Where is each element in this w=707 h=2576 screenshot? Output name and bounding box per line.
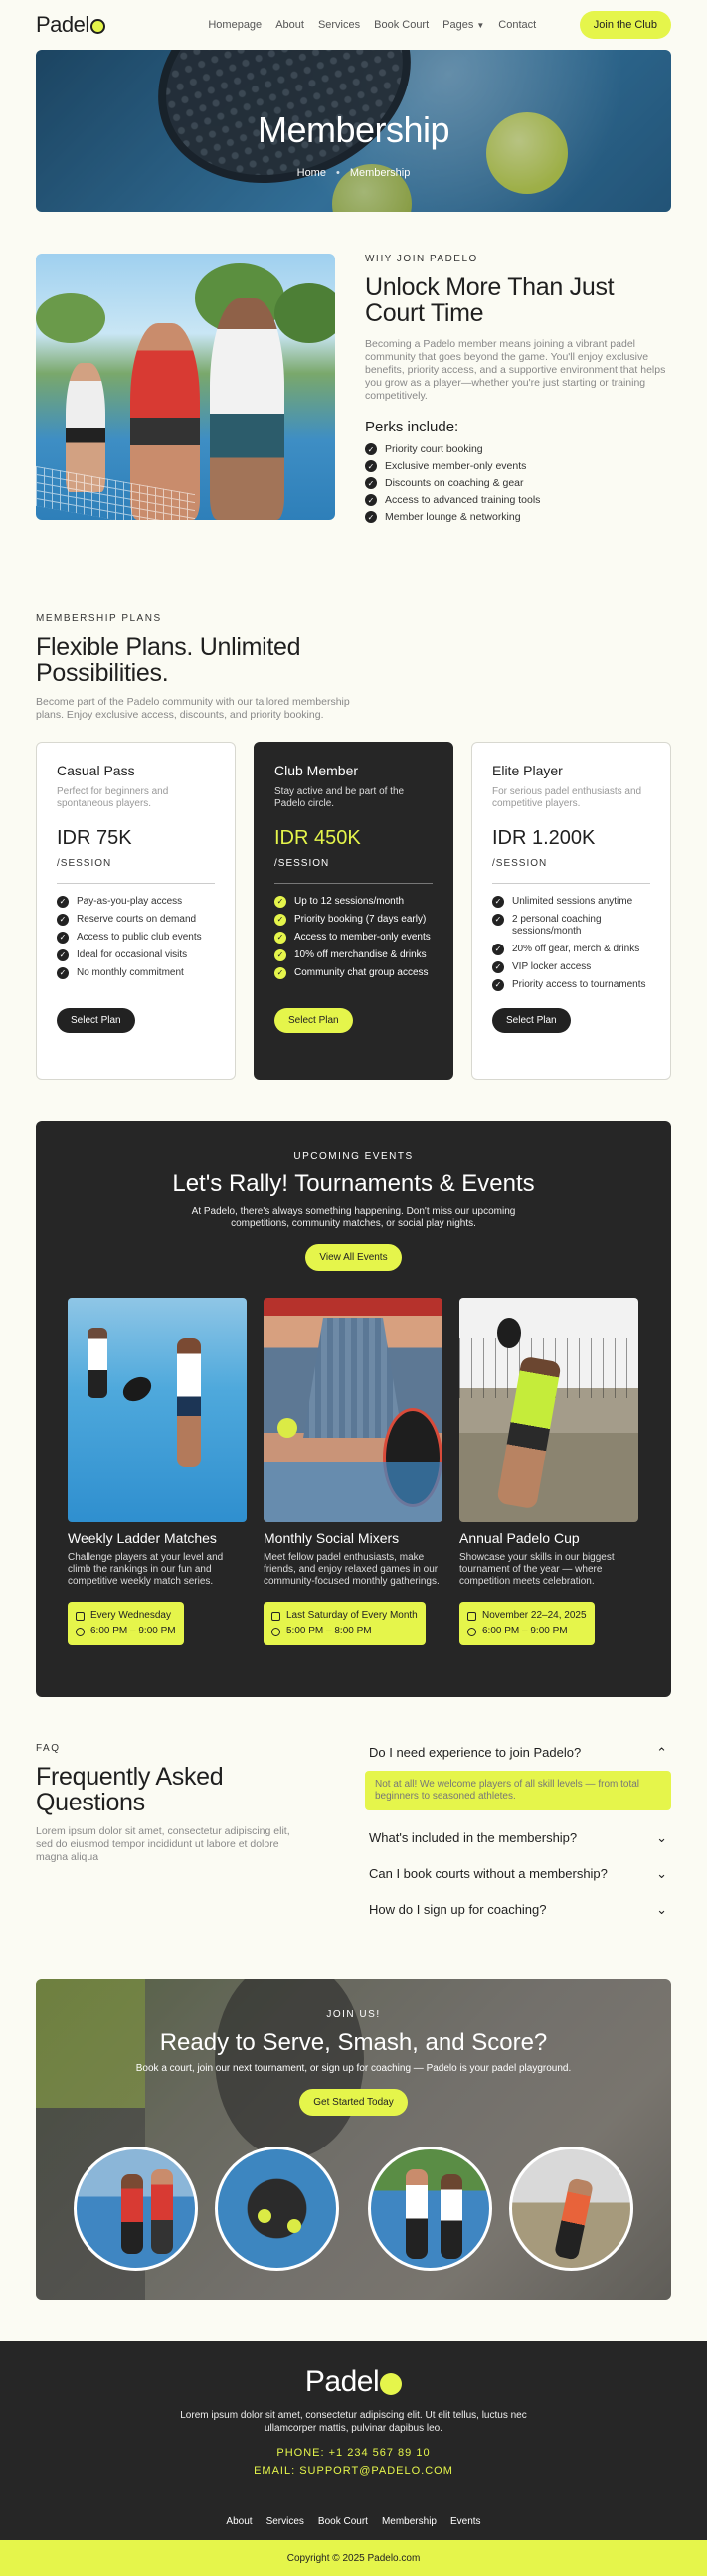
logo[interactable] bbox=[36, 12, 105, 38]
plan-feature bbox=[274, 914, 433, 926]
plan-price: IDR 450K bbox=[274, 827, 361, 849]
plan-feature bbox=[57, 967, 215, 979]
perk-item bbox=[365, 477, 671, 489]
logo-ball-icon bbox=[380, 2373, 402, 2395]
plan-feature bbox=[274, 932, 433, 944]
plan-description: Stay active and be part of the Padelo circle. bbox=[274, 786, 405, 809]
plan-feature bbox=[57, 932, 215, 944]
faq-list bbox=[365, 1739, 671, 1924]
feature-label: Priority booking (7 days early) bbox=[294, 914, 427, 925]
feature-label: Community chat group access bbox=[294, 967, 429, 978]
plan-feature bbox=[57, 896, 215, 908]
perk-label: Discounts on coaching & gear bbox=[385, 477, 524, 489]
faq-eyebrow: FAQ bbox=[36, 1743, 61, 1754]
perk-label: Access to advanced training tools bbox=[385, 494, 541, 506]
check-icon: ✓ bbox=[57, 967, 69, 979]
nav-pages[interactable] bbox=[442, 19, 484, 31]
check-icon: ✓ bbox=[274, 949, 286, 961]
check-icon: ✓ bbox=[274, 967, 286, 979]
perks-title: Perks include: bbox=[365, 419, 459, 435]
event-title: Annual Padelo Cup bbox=[459, 1530, 580, 1546]
plan-description: Perfect for beginners and spontaneous players. bbox=[57, 786, 169, 809]
select-plan-button[interactable]: Select Plan bbox=[274, 1008, 353, 1033]
chevron-down-icon: ▼ bbox=[476, 21, 485, 30]
event-time: 6:00 PM – 9:00 PM bbox=[90, 1626, 176, 1636]
copyright-text: Copyright © 2025 Padelo.com bbox=[286, 2552, 421, 2564]
check-icon: ✓ bbox=[492, 914, 504, 926]
player-figure bbox=[177, 1338, 201, 1467]
logo-ball-icon bbox=[90, 19, 105, 34]
plan-feature bbox=[274, 949, 433, 961]
events-eyebrow: UPCOMING EVENTS bbox=[293, 1151, 414, 1162]
chevron-down-icon: ⌄ bbox=[656, 1902, 667, 1917]
event-description: Challenge players at your level and climb the rankings in our fun and competitive weekly match series. bbox=[68, 1552, 224, 1587]
feature-label: Priority access to tournaments bbox=[512, 979, 646, 990]
breadcrumb-separator-icon: • bbox=[335, 167, 340, 179]
event-date: Every Wednesday bbox=[90, 1610, 171, 1621]
page-title: Membership bbox=[257, 109, 450, 150]
check-icon: ✓ bbox=[365, 494, 377, 506]
get-started-button[interactable]: Get Started Today bbox=[299, 2089, 407, 2116]
footer-link-about[interactable]: About bbox=[226, 2516, 253, 2527]
clock-icon bbox=[271, 1628, 280, 1636]
plan-card-elite bbox=[471, 742, 671, 1080]
check-icon: ✓ bbox=[57, 932, 69, 944]
check-icon: ✓ bbox=[274, 914, 286, 926]
main-menu bbox=[208, 19, 536, 31]
faq-intro bbox=[36, 1743, 335, 1924]
faq-question[interactable] bbox=[365, 1824, 671, 1852]
plan-description: For serious padel enthusiasts and competitive players. bbox=[492, 786, 642, 809]
copyright-bar bbox=[0, 2540, 707, 2576]
plan-period: /SESSION bbox=[57, 858, 215, 884]
gallery-photo bbox=[368, 2147, 492, 2271]
plan-feature bbox=[57, 914, 215, 926]
event-schedule-badge bbox=[68, 1602, 184, 1645]
chevron-down-icon: ⌄ bbox=[656, 1866, 667, 1881]
check-icon: ✓ bbox=[365, 511, 377, 523]
about-section bbox=[0, 254, 707, 528]
check-icon: ✓ bbox=[57, 896, 69, 908]
faq-section bbox=[0, 1743, 707, 1924]
feature-label: 10% off merchandise & drinks bbox=[294, 949, 427, 960]
faq-description: Lorem ipsum dolor sit amet, consectetur adipiscing elit, sed do eiusmod tempor incididunt ut labore et dolore magna aliqua bbox=[36, 1825, 290, 1863]
faq-question-label: What's included in the membership? bbox=[369, 1830, 578, 1845]
plan-price: IDR 75K bbox=[57, 827, 132, 849]
event-card[interactable] bbox=[459, 1298, 638, 1645]
perk-item bbox=[365, 511, 671, 523]
plans-description: Become part of the Padelo community with our tailored membership plans. Enjoy exclusive access, discounts, and priority booking. bbox=[36, 696, 350, 721]
racket-shape bbox=[497, 1318, 521, 1348]
join-eyebrow: JOIN US! bbox=[326, 2009, 381, 2020]
check-icon: ✓ bbox=[365, 460, 377, 472]
breadcrumb bbox=[36, 167, 671, 179]
event-date: November 22–24, 2025 bbox=[482, 1610, 587, 1621]
logo-text: Padel bbox=[36, 12, 89, 37]
gallery-photo bbox=[215, 2147, 339, 2271]
player-figure bbox=[151, 2169, 173, 2254]
faq-question[interactable] bbox=[365, 1896, 671, 1924]
footer-link-membership[interactable]: Membership bbox=[381, 2516, 437, 2527]
calendar-icon bbox=[271, 1612, 280, 1621]
perk-label: Exclusive member-only events bbox=[385, 460, 527, 472]
plans-title: Flexible Plans. Unlimited Possibilities. bbox=[36, 633, 301, 687]
plan-feature bbox=[57, 949, 215, 961]
plan-feature bbox=[274, 967, 433, 979]
event-description: Meet fellow padel enthusiasts, make friends, and enjoy relaxed games in our community-focused monthly gatherings. bbox=[264, 1552, 440, 1587]
join-description: Book a court, join our next tournament, or sign up for coaching — Padelo is your padel playground. bbox=[135, 2063, 572, 2074]
event-description: Showcase your skills in our biggest tournament of the year — where competition meets celebration. bbox=[459, 1552, 615, 1587]
view-all-events-button[interactable]: View All Events bbox=[305, 1244, 401, 1271]
events-section bbox=[36, 1121, 671, 1697]
check-icon: ✓ bbox=[492, 979, 504, 991]
tree-shape bbox=[274, 283, 335, 343]
plan-period: /SESSION bbox=[492, 858, 650, 884]
calendar-icon bbox=[76, 1612, 85, 1621]
tree-shape bbox=[36, 293, 105, 343]
footer-links bbox=[0, 2516, 707, 2527]
faq-question[interactable] bbox=[365, 1739, 671, 1767]
clock-icon bbox=[467, 1628, 476, 1636]
chevron-down-icon: ⌄ bbox=[656, 1830, 667, 1845]
about-text bbox=[365, 254, 671, 528]
event-cards bbox=[36, 1298, 671, 1645]
check-icon: ✓ bbox=[57, 949, 69, 961]
feature-label: Up to 12 sessions/month bbox=[294, 896, 405, 907]
about-description: Becoming a Padelo member means joining a vibrant padel community that goes beyond the game. You'll enjoy exclusive benefits, priority access, and a supportive environment that helps you grow as a player—whether you're just starting or training competitively. bbox=[365, 338, 666, 402]
calendar-icon bbox=[467, 1612, 476, 1621]
check-icon: ✓ bbox=[365, 477, 377, 489]
feature-label: Access to member-only events bbox=[294, 932, 431, 943]
events-title: Let's Rally! Tournaments & Events bbox=[172, 1170, 535, 1197]
plan-card-club bbox=[254, 742, 453, 1080]
nav-about[interactable]: About bbox=[275, 19, 304, 31]
breadcrumb-home[interactable]: Home bbox=[296, 167, 326, 179]
perk-item bbox=[365, 494, 671, 506]
breadcrumb-current: Membership bbox=[349, 167, 411, 179]
footer-logo-text: Padel bbox=[304, 2365, 380, 2398]
nav-book-court[interactable]: Book Court bbox=[374, 19, 430, 31]
nav-pages-label: Pages bbox=[442, 19, 474, 31]
plan-feature bbox=[492, 979, 650, 991]
ball-shape bbox=[258, 2209, 271, 2223]
event-title: Monthly Social Mixers bbox=[264, 1530, 400, 1546]
faq-question-label: Do I need experience to join Padelo? bbox=[369, 1745, 582, 1760]
plan-features bbox=[274, 896, 433, 979]
footer-link-services[interactable]: Services bbox=[265, 2516, 304, 2527]
event-image bbox=[68, 1298, 247, 1522]
footer-description: Lorem ipsum dolor sit amet, consectetur adipiscing elit. Ut elit tellus, luctus nec ullamcorper mattis, pulvinar dapibus leo. bbox=[180, 2410, 527, 2434]
clock-icon bbox=[76, 1628, 85, 1636]
nav-services[interactable]: Services bbox=[317, 19, 361, 31]
faq-question[interactable] bbox=[365, 1860, 671, 1888]
player-figure bbox=[554, 2177, 594, 2260]
feature-label: 2 personal coaching sessions/month bbox=[512, 914, 602, 937]
check-icon: ✓ bbox=[274, 932, 286, 944]
perk-label: Priority court booking bbox=[385, 443, 483, 455]
faq-question-label: Can I book courts without a membership? bbox=[369, 1866, 608, 1881]
event-card[interactable] bbox=[68, 1298, 247, 1645]
plan-features bbox=[492, 896, 650, 991]
perk-label: Member lounge & networking bbox=[385, 511, 521, 523]
perk-item bbox=[365, 443, 671, 455]
faq-answer: Not at all! We welcome players of all skill levels — from total beginners to seasoned athletes. bbox=[365, 1771, 671, 1810]
ball-shape bbox=[287, 2219, 301, 2233]
plan-period: /SESSION bbox=[274, 858, 433, 884]
plan-price: IDR 1.200K bbox=[492, 827, 596, 849]
plan-name: Elite Player bbox=[492, 763, 563, 778]
join-title: Ready to Serve, Smash, and Score? bbox=[159, 2029, 548, 2056]
select-plan-button[interactable]: Select Plan bbox=[57, 1008, 135, 1033]
court-shape bbox=[264, 1462, 442, 1522]
player-figure bbox=[88, 1328, 107, 1398]
plan-cards bbox=[36, 742, 671, 1080]
plans-eyebrow: MEMBERSHIP PLANS bbox=[36, 613, 162, 624]
check-icon: ✓ bbox=[492, 961, 504, 973]
feature-label: Pay-as-you-play access bbox=[77, 896, 183, 907]
plans-section bbox=[0, 613, 707, 1080]
feature-label: VIP locker access bbox=[512, 961, 592, 972]
plan-feature bbox=[492, 961, 650, 973]
nav-homepage[interactable]: Homepage bbox=[208, 19, 263, 31]
feature-label: Ideal for occasional visits bbox=[77, 949, 188, 960]
plan-name: Casual Pass bbox=[57, 763, 135, 778]
footer-link-book-court[interactable]: Book Court bbox=[317, 2516, 368, 2527]
footer-phone[interactable]: PHONE: +1 234 567 89 10 bbox=[276, 2447, 431, 2459]
feature-label: 20% off gear, merch & drinks bbox=[512, 944, 640, 954]
event-schedule-badge bbox=[264, 1602, 426, 1645]
footer-logo[interactable] bbox=[305, 2365, 402, 2399]
ball-shape bbox=[277, 1418, 297, 1438]
members-photo bbox=[36, 254, 335, 520]
event-time: 6:00 PM – 9:00 PM bbox=[482, 1626, 568, 1636]
player-figure bbox=[121, 2174, 143, 2254]
event-card[interactable] bbox=[264, 1298, 442, 1645]
event-image bbox=[459, 1298, 638, 1522]
check-icon: ✓ bbox=[274, 896, 286, 908]
plan-feature bbox=[492, 914, 650, 938]
hero-banner bbox=[36, 50, 671, 212]
top-nav bbox=[0, 0, 707, 50]
plan-feature bbox=[492, 944, 650, 955]
plan-name: Club Member bbox=[274, 763, 359, 778]
chevron-up-icon: ⌃ bbox=[656, 1745, 667, 1760]
player-figure bbox=[406, 2169, 428, 2259]
faq-title: Frequently Asked Questions bbox=[36, 1763, 224, 1816]
event-schedule-badge bbox=[459, 1602, 595, 1645]
plan-features bbox=[57, 896, 215, 979]
join-banner bbox=[36, 1979, 671, 2300]
about-title: Unlock More Than Just Court Time bbox=[365, 273, 615, 327]
feature-label: Unlimited sessions anytime bbox=[512, 896, 633, 907]
plan-feature bbox=[492, 896, 650, 908]
select-plan-button[interactable]: Select Plan bbox=[492, 1008, 571, 1033]
about-eyebrow: WHY JOIN PADELO bbox=[365, 254, 478, 264]
skirt-shape bbox=[303, 1318, 403, 1438]
gallery-photo bbox=[74, 2147, 198, 2271]
event-time: 5:00 PM – 8:00 PM bbox=[286, 1626, 372, 1636]
faq-question-label: How do I sign up for coaching? bbox=[369, 1902, 547, 1917]
perk-item bbox=[365, 460, 671, 472]
feature-label: No monthly commitment bbox=[77, 967, 184, 978]
event-date: Last Saturday of Every Month bbox=[286, 1610, 418, 1621]
feature-label: Access to public club events bbox=[77, 932, 202, 943]
gallery-photo bbox=[509, 2147, 633, 2271]
plan-card-casual bbox=[36, 742, 236, 1080]
plan-feature bbox=[274, 896, 433, 908]
check-icon: ✓ bbox=[57, 914, 69, 926]
nav-contact[interactable]: Contact bbox=[498, 19, 537, 31]
event-title: Weekly Ladder Matches bbox=[68, 1530, 217, 1546]
check-icon: ✓ bbox=[492, 944, 504, 955]
footer bbox=[0, 2341, 707, 2540]
event-image bbox=[264, 1298, 442, 1522]
events-description: At Padelo, there's always something happening. Don't miss our upcoming competitions, community matches, or social play nights. bbox=[191, 1206, 516, 1229]
player-figure bbox=[441, 2174, 462, 2259]
join-club-button[interactable]: Join the Club bbox=[580, 11, 671, 39]
check-icon: ✓ bbox=[492, 896, 504, 908]
feature-label: Reserve courts on demand bbox=[77, 914, 197, 925]
racket-shape bbox=[119, 1372, 156, 1406]
check-icon: ✓ bbox=[365, 443, 377, 455]
player-figure bbox=[210, 298, 284, 520]
footer-link-events[interactable]: Events bbox=[449, 2516, 481, 2527]
footer-email[interactable]: EMAIL: SUPPORT@PADELO.COM bbox=[254, 2465, 453, 2477]
